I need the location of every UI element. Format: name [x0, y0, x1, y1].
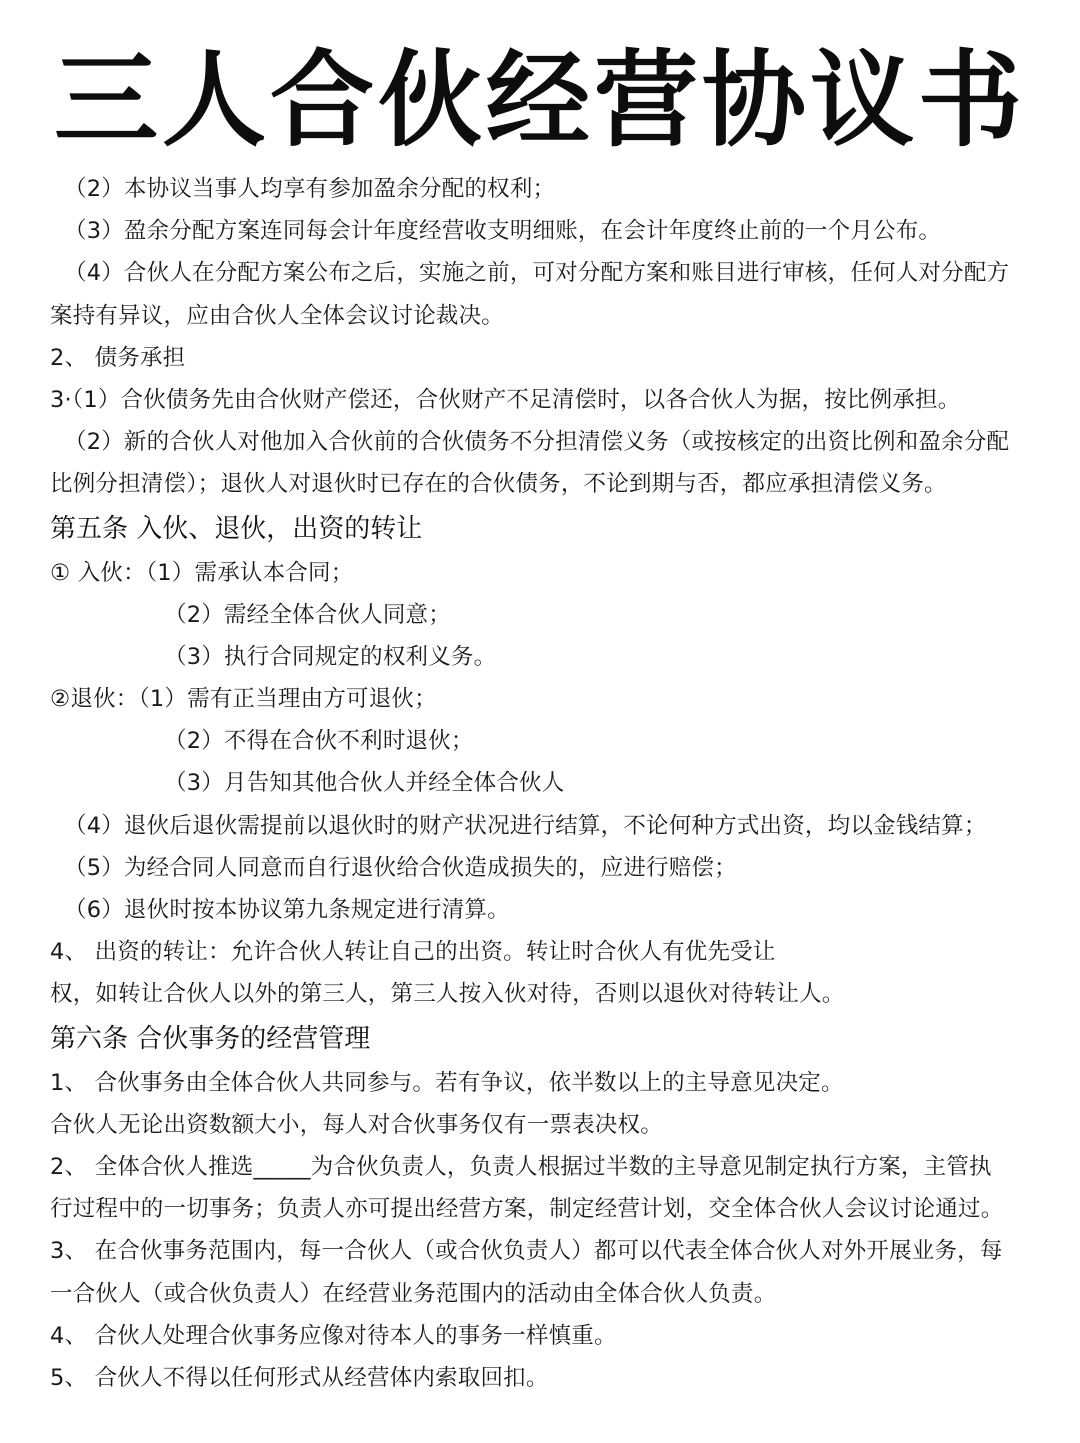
clause-line: （2）需经全体合伙人同意； [164, 601, 451, 628]
clause-line: （4）合伙人在分配方案公布之后，实施之前，可对分配方案和账目进行审核，任何人对分配方 [64, 260, 1010, 287]
clause-line: ① 入伙：（1）需承认本合同； [50, 559, 354, 586]
clause-line: （3）月告知其他合伙人并经全体合伙人 [164, 770, 565, 797]
clause-line: （3）执行合同规定的权利义务。 [164, 643, 497, 670]
clause-line: 3、 在合伙事务范围内，每一合伙人（或合伙负责人）都可以代表全体合伙人对外开展业务，每 [50, 1238, 1003, 1265]
clause-line: 案持有异议，应由合伙人全体会议讨论裁决。 [50, 302, 505, 329]
clause-line: 5、 合伙人不得以任何形式从经营体内索取回扣。 [50, 1364, 549, 1391]
clause-line: 2、 债务承担 [50, 344, 186, 371]
clause-line: 3·（1）合伙债务先由合伙财产偿还，合伙财产不足清偿时，以各合伙人为据，按比例承担。 [50, 386, 961, 413]
clause-line: 合伙人无论出资数额大小，每人对合伙事务仅有一票表决权。 [50, 1111, 663, 1138]
section-heading-article-5: 第五条 入伙、退伙，出资的转让 [50, 513, 423, 544]
clause-line: （3）盈余分配方案连同每会计年度经营收支明细账，在会计年度终止前的一个月公布。 [64, 218, 942, 245]
clause-line: 4、 出资的转让：允许合伙人转让自己的出资。转让时合伙人有优先受让 [50, 939, 776, 966]
section-heading-article-6: 第六条 合伙事务的经营管理 [50, 1023, 371, 1054]
document-title: 三人合伙经营协议书 [53, 39, 1026, 161]
clause-line: 1、 合伙事务由全体合伙人共同参与。若有争议，依半数以上的主导意见决定。 [50, 1069, 844, 1096]
document-body [50, 168, 1040, 1399]
clause-line: 比例分担清偿）；退伙人对退伙时已存在的合伙债务，不论到期与否，都应承担清偿义务。 [50, 471, 947, 498]
clause-line: 行过程中的一切事务；负责人亦可提出经营方案，制定经营计划，交全体合伙人会议讨论通过。 [50, 1196, 1004, 1223]
clause-line: （2）本协议当事人均享有参加盈余分配的权利； [64, 176, 556, 202]
clause-line: ②退伙：（1）需有正当理由方可退伙； [50, 686, 437, 713]
clause-line: （2）不得在合伙不利时退伙； [164, 728, 474, 755]
clause-line: 一合伙人（或合伙负责人）在经营业务范围内的活动由全体合伙人负责。 [50, 1280, 777, 1307]
clause-line: 权，如转让合伙人以外的第三人，第三人按入伙对待，否则以退伙对待转让人。 [50, 981, 845, 1008]
clause-line: （6）退伙时按本协议第九条规定进行清算。 [64, 897, 510, 923]
clause-line: （5）为经合同人同意而自行退伙给合伙造成损失的，应进行赔偿； [64, 854, 737, 881]
clause-line: （2）新的合伙人对他加入合伙前的合伙债务不分担清偿义务（或按核定的出资比例和盈余分配 [64, 429, 1010, 456]
clause-line: 4、 合伙人处理合伙事务应像对待本人的事务一样慎重。 [50, 1322, 617, 1349]
clause-line: （4）退伙后退伙需提前以退伙时的财产状况进行结算，不论何种方式出资，均以金钱结算； [64, 812, 987, 839]
clause-line: 2、 全体合伙人推选_____为合伙负责人，负责人根据过半数的主导意见制定执行方案，主管执 [50, 1153, 992, 1180]
